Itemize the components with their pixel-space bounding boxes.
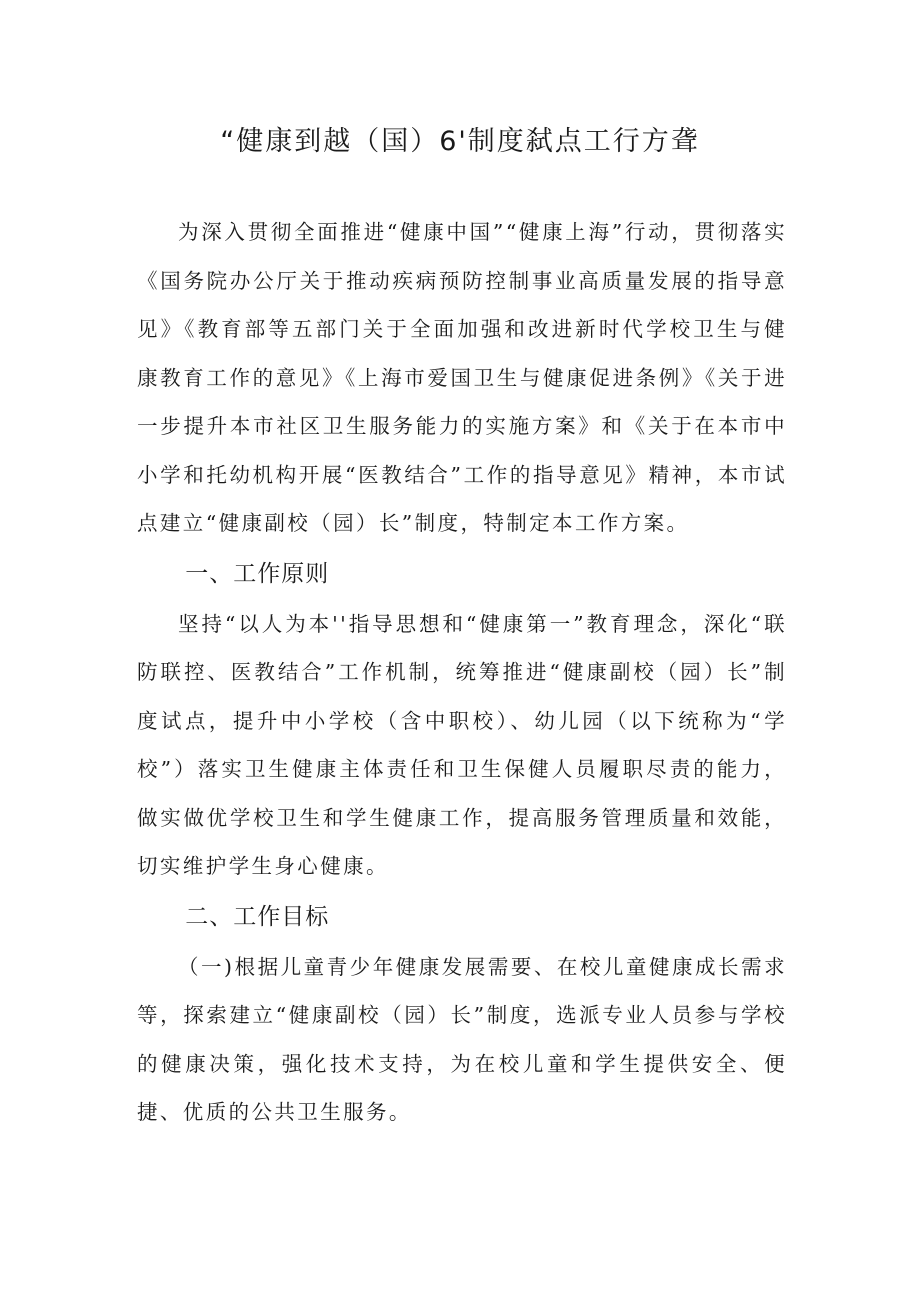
principles-paragraph: 坚持“以人为本''指导思想和“健康第一”教育理念，深化“联防联控、医教结合”工作机制，统筹推进“健康副校（园）长”制度试点，提升中小学校（含中职校）、幼儿园（以下统称为“学校”）落实卫生健康主体责任和卫生保健人员履职尽责的能力，做实做优学校卫生和学生健康工作，提高服务管理质量和效能，切实维护学生身心健康。 bbox=[137, 611, 787, 878]
document-title: “健康到越（国）6'制度弑点工行方聋 bbox=[220, 126, 700, 157]
section-heading-goals: 二、工作目标 bbox=[185, 903, 330, 930]
goals-paragraph: （一)根据儿童青少年健康发展需要、在校儿童健康成长需求等，探索建立“健康副校（园）长”制度，选派专业人员参与学校的健康决策，强化技术支持，为在校儿童和学生提供安全、便捷、优质的公共卫生服务。 bbox=[137, 954, 787, 1124]
section-heading-principles: 一、工作原则 bbox=[185, 560, 330, 587]
intro-paragraph: 为深入贯彻全面推进“健康中国”“健康上海”行动，贯彻落实《国务院办公厅关于推动疾病预防控制事业高质量发展的指导意见》《教育部等五部门关于全面加强和改进新时代学校卫生与健康教育工作的意见》《上海市爱国卫生与健康促进条例》《关于进一步提升本市社区卫生服务能力的实施方案》和《关于在本市中小学和托幼机构开展“医教结合”工作的指导意见》精神，本市试点建立“健康副校（园）长”制度，特制定本工作方案。 bbox=[137, 220, 787, 535]
document-body bbox=[137, 208, 787, 1137]
